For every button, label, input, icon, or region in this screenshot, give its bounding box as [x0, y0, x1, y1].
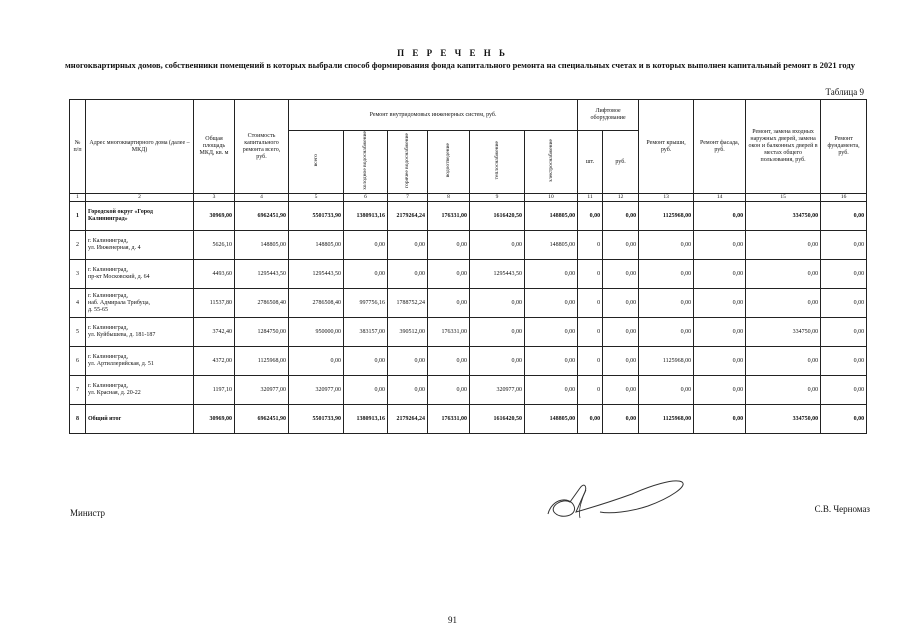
row-number: 8	[70, 405, 86, 434]
row-value: 1295443,50	[235, 260, 289, 289]
column-number-row	[70, 194, 867, 202]
row-address: г. Калининград, пр-кт Московский, д. 64	[86, 260, 194, 289]
row-value: 6962451,90	[235, 405, 289, 434]
column-number: 14	[694, 194, 746, 202]
row-value: 0	[578, 318, 603, 347]
row-value: 0	[578, 289, 603, 318]
row-value: 0,00	[821, 318, 867, 347]
row-value: 1380913,16	[344, 405, 388, 434]
row-number: 3	[70, 260, 86, 289]
column-number: 16	[821, 194, 867, 202]
column-number: 3	[194, 194, 235, 202]
row-value: 0,00	[470, 318, 525, 347]
header-lift-pcs: шт.	[578, 131, 603, 194]
row-value: 148805,00	[235, 231, 289, 260]
header-heat: теплоснабжение	[470, 131, 525, 194]
row-value: 0,00	[694, 347, 746, 376]
table-row	[70, 231, 867, 260]
row-value: 0,00	[694, 405, 746, 434]
row-value: 2786508,40	[235, 289, 289, 318]
row-value: 0,00	[603, 202, 639, 231]
table-row	[70, 202, 867, 231]
row-value: 176331,00	[428, 318, 470, 347]
row-value: 148805,00	[525, 202, 578, 231]
row-value: 0,00	[694, 202, 746, 231]
header-foundation: Ремонт фундамента, руб.	[821, 100, 867, 194]
row-value: 1788752,24	[388, 289, 428, 318]
row-value: 0,00	[603, 405, 639, 434]
row-value: 0,00	[694, 289, 746, 318]
row-value: 176331,00	[428, 405, 470, 434]
column-number: 4	[235, 194, 289, 202]
row-address: г. Калининград, ул. Куйбышева, д. 181-187	[86, 318, 194, 347]
row-value: 3742,40	[194, 318, 235, 347]
row-value: 0,00	[344, 376, 388, 405]
row-value: 0,00	[639, 376, 694, 405]
row-value: 0	[578, 376, 603, 405]
row-value: 320977,00	[470, 376, 525, 405]
row-value: 0,00	[746, 289, 821, 318]
row-value: 0,00	[694, 231, 746, 260]
row-value: 30969,00	[194, 202, 235, 231]
column-number: 8	[428, 194, 470, 202]
row-value: 0,00	[821, 376, 867, 405]
row-value: 1295443,50	[470, 260, 525, 289]
signer-name: С.В. Черномаз	[814, 504, 870, 514]
row-value: 0	[578, 260, 603, 289]
row-address: г. Калининград, ул. Красная, д. 20-22	[86, 376, 194, 405]
row-value: 148805,00	[289, 231, 344, 260]
table-row	[70, 376, 867, 405]
row-value: 383157,00	[344, 318, 388, 347]
row-value: 0,00	[428, 376, 470, 405]
row-value: 0,00	[821, 260, 867, 289]
row-value: 1380913,16	[344, 202, 388, 231]
row-value: 0,00	[603, 231, 639, 260]
row-value: 390512,00	[388, 318, 428, 347]
row-value: 1616420,50	[470, 202, 525, 231]
row-value: 1284750,00	[235, 318, 289, 347]
row-value: 0,00	[639, 231, 694, 260]
row-value: 0,00	[746, 260, 821, 289]
row-value: 0,00	[639, 318, 694, 347]
row-value: 0,00	[470, 347, 525, 376]
row-value: 30969,00	[194, 405, 235, 434]
header-row-1	[70, 100, 867, 131]
table-row	[70, 289, 867, 318]
document-title: П Е Р Е Ч Е Н Ь	[397, 48, 508, 58]
row-number: 1	[70, 202, 86, 231]
column-number: 5	[289, 194, 344, 202]
column-number: 11	[578, 194, 603, 202]
column-number: 12	[603, 194, 639, 202]
row-value: 0,00	[578, 405, 603, 434]
page-number: 91	[448, 615, 457, 625]
header-address: Адрес многоквартирного дома (далее – МКД)	[86, 100, 194, 194]
column-number: 9	[470, 194, 525, 202]
table-row	[70, 318, 867, 347]
column-number: 2	[86, 194, 194, 202]
row-value: 0,00	[344, 347, 388, 376]
row-value: 0,00	[821, 289, 867, 318]
row-value: 0,00	[746, 231, 821, 260]
header-roof: Ремонт крыши, руб.	[639, 100, 694, 194]
row-value: 0,00	[344, 231, 388, 260]
row-address: г. Калининград, ул. Инженерная, д. 4	[86, 231, 194, 260]
signature	[540, 468, 690, 528]
table-body	[70, 202, 867, 434]
row-value: 148805,00	[525, 405, 578, 434]
row-number: 2	[70, 231, 86, 260]
row-value: 0,00	[603, 347, 639, 376]
header-total: всего	[289, 131, 344, 194]
column-number: 13	[639, 194, 694, 202]
header-area: Общая площадь МКД, кв. м	[194, 100, 235, 194]
minister-label: Министр	[70, 508, 105, 518]
row-value: 334750,00	[746, 202, 821, 231]
header-lift: Лифтовое оборудование	[578, 100, 639, 131]
row-value: 0,00	[694, 260, 746, 289]
row-value: 0,00	[525, 347, 578, 376]
header-num: № п/п	[70, 100, 86, 194]
header-facade: Ремонт фасада, руб.	[694, 100, 746, 194]
row-value: 0,00	[428, 231, 470, 260]
header-hot-water: горячее водоснабжение	[388, 131, 428, 194]
row-value: 1197,10	[194, 376, 235, 405]
row-value: 0,00	[525, 260, 578, 289]
column-number: 15	[746, 194, 821, 202]
row-value: 2786508,40	[289, 289, 344, 318]
row-value: 0,00	[639, 260, 694, 289]
row-value: 0,00	[746, 347, 821, 376]
row-value: 950000,00	[289, 318, 344, 347]
document-subtitle: многоквартирных домов, собственники помещений в которых выбрали способ формирования фонда капитального ремонта на специальных счетах и в которых выполнен капитальный ремонт в 2021 году	[65, 60, 855, 70]
row-value: 176331,00	[428, 202, 470, 231]
row-value: 0,00	[603, 376, 639, 405]
row-value: 0,00	[821, 405, 867, 434]
row-number: 4	[70, 289, 86, 318]
row-value: 334750,00	[746, 318, 821, 347]
row-value: 0,00	[289, 347, 344, 376]
row-value: 0,00	[694, 318, 746, 347]
header-electric: электроснабжение	[525, 131, 578, 194]
header-lift-rub: руб.	[603, 131, 639, 194]
row-value: 0,00	[388, 231, 428, 260]
row-value: 0,00	[821, 202, 867, 231]
row-value: 0,00	[603, 260, 639, 289]
row-value: 0,00	[578, 202, 603, 231]
header-cold-water: холодное водоснабжение	[344, 131, 388, 194]
row-value: 0,00	[344, 260, 388, 289]
column-number: 10	[525, 194, 578, 202]
row-value: 1125968,00	[639, 405, 694, 434]
repair-table	[69, 99, 867, 434]
row-value: 4372,00	[194, 347, 235, 376]
row-value: 0,00	[428, 347, 470, 376]
row-value: 0	[578, 347, 603, 376]
row-value: 2179264,24	[388, 405, 428, 434]
row-value: 5501733,90	[289, 202, 344, 231]
row-value: 1125968,00	[639, 347, 694, 376]
row-address: Городской округ «Город Калининград»	[86, 202, 194, 231]
column-number: 6	[344, 194, 388, 202]
row-value: 0,00	[746, 376, 821, 405]
row-value: 0,00	[603, 318, 639, 347]
row-value: 0,00	[388, 376, 428, 405]
row-number: 6	[70, 347, 86, 376]
row-value: 5501733,90	[289, 405, 344, 434]
table-row	[70, 347, 867, 376]
column-number: 7	[388, 194, 428, 202]
header-internal-systems: Ремонт внутридомовых инженерных систем, руб.	[289, 100, 578, 131]
row-value: 5626,10	[194, 231, 235, 260]
row-value: 0,00	[821, 347, 867, 376]
row-address: Общий итог	[86, 405, 194, 434]
header-cost: Стоимость капитального ремонта всего, руб.	[235, 100, 289, 194]
row-value: 0,00	[525, 376, 578, 405]
row-value: 0,00	[603, 289, 639, 318]
row-value: 1125968,00	[639, 202, 694, 231]
table-label: Таблица 9	[825, 87, 864, 97]
row-value: 0,00	[428, 289, 470, 318]
row-value: 148805,00	[525, 231, 578, 260]
row-value: 6962451,90	[235, 202, 289, 231]
row-value: 4493,60	[194, 260, 235, 289]
row-number: 7	[70, 376, 86, 405]
row-value: 320977,00	[289, 376, 344, 405]
row-value: 0,00	[525, 289, 578, 318]
row-value: 11537,80	[194, 289, 235, 318]
row-address: г. Калининград, ул. Артиллерийская, д. 51	[86, 347, 194, 376]
row-value: 0,00	[694, 376, 746, 405]
row-value: 0,00	[470, 289, 525, 318]
row-value: 1295443,50	[289, 260, 344, 289]
row-value: 0,00	[821, 231, 867, 260]
row-value: 334750,00	[746, 405, 821, 434]
row-number: 5	[70, 318, 86, 347]
row-value: 0,00	[388, 347, 428, 376]
column-number: 1	[70, 194, 86, 202]
row-address: г. Калининград, наб. Адмирала Трибуца, д. 55-65	[86, 289, 194, 318]
row-value: 2179264,24	[388, 202, 428, 231]
row-value: 0,00	[428, 260, 470, 289]
row-value: 0,00	[470, 231, 525, 260]
row-value: 1616420,50	[470, 405, 525, 434]
row-value: 0,00	[525, 318, 578, 347]
row-value: 320977,00	[235, 376, 289, 405]
header-drainage: водоотведение	[428, 131, 470, 194]
row-value: 0,00	[639, 289, 694, 318]
header-doors: Ремонт, замена входных наружных дверей, замена окон и балконных дверей в местах общего пользования, руб.	[746, 100, 821, 194]
row-value: 0	[578, 231, 603, 260]
table-row	[70, 260, 867, 289]
row-value: 997756,16	[344, 289, 388, 318]
row-value: 0,00	[388, 260, 428, 289]
table-row	[70, 405, 867, 434]
row-value: 1125968,00	[235, 347, 289, 376]
